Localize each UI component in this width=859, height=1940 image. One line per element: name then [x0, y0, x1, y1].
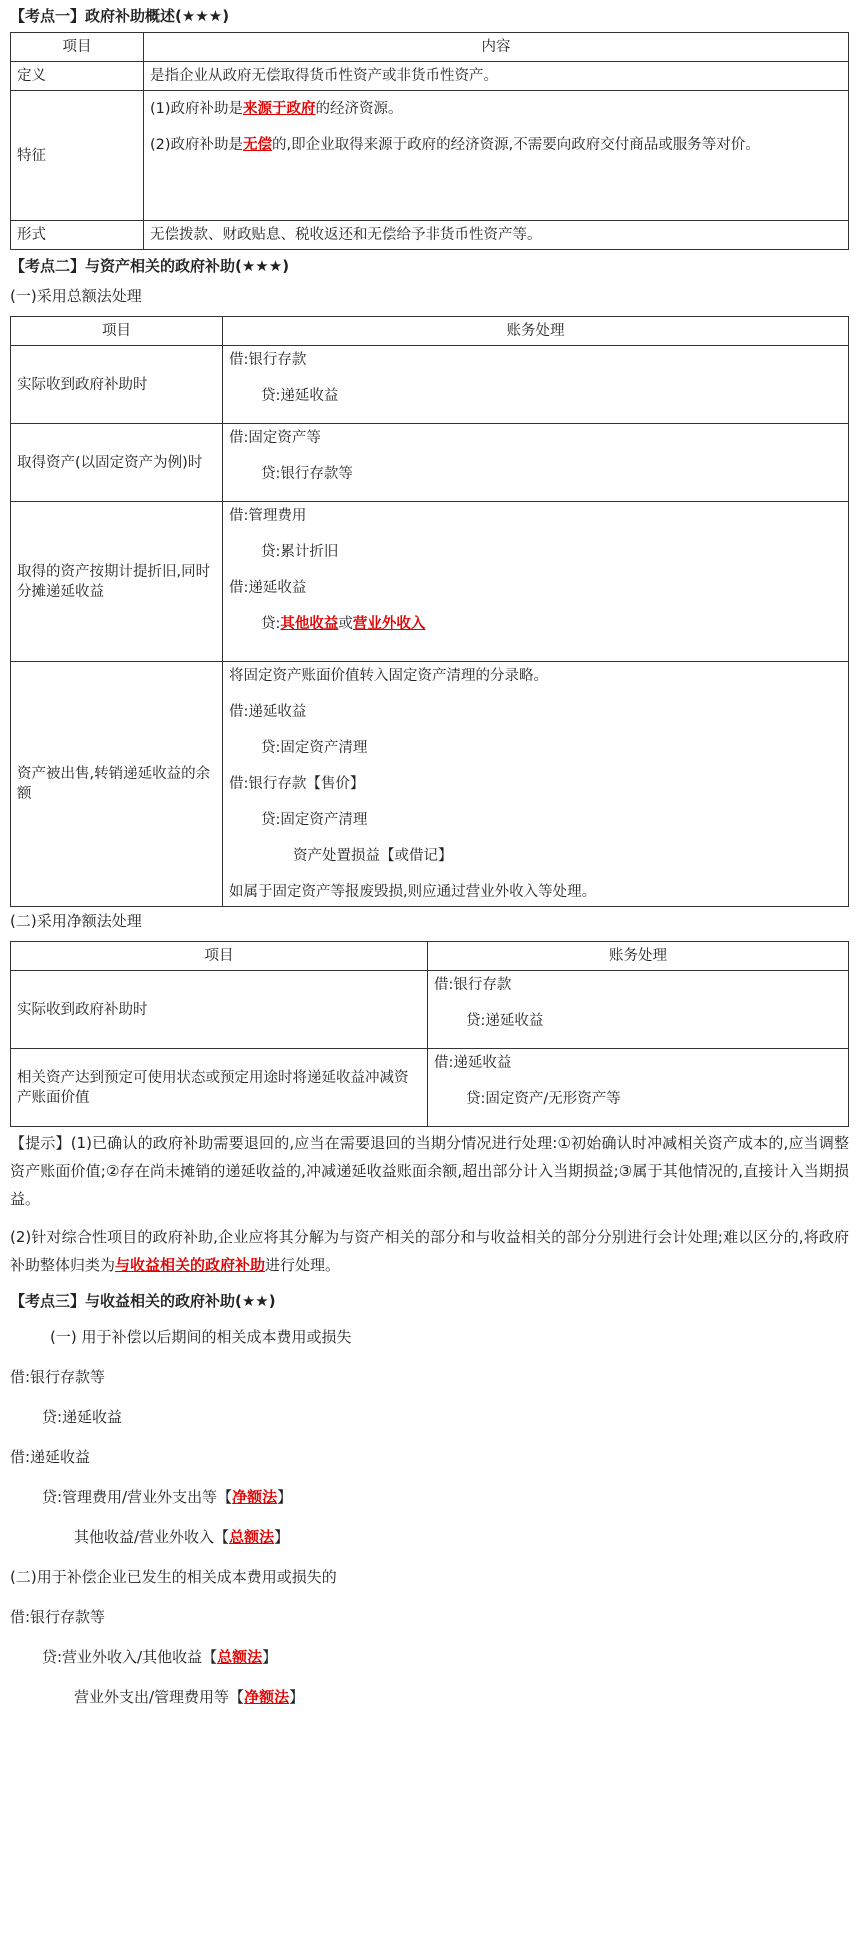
- gross-method-table: [10, 316, 849, 907]
- table-row: [11, 62, 849, 91]
- row-entries: [223, 502, 849, 662]
- col-accounting-header: 账务处理: [223, 317, 849, 346]
- highlight-text: 总额法: [217, 1648, 263, 1666]
- feature-content: [144, 91, 849, 221]
- table-row: [11, 346, 849, 424]
- tip-paragraph-2: (2)针对综合性项目的政府补助,企业应将其分解为与资产相关的部分和与收益相关的部分分别进行会计处理;难以区分的,将政府补助整体归类为与收益相关的政府补助进行处理。: [10, 1228, 849, 1274]
- highlight-text: 无偿: [243, 137, 273, 153]
- entry-line: 其他收益/营业外收入【总额法】: [74, 1528, 290, 1546]
- col-accounting-header: 账务处理: [428, 942, 849, 971]
- tip-paragraph-1: 【提示】(1)已确认的政府补助需要退回的,应当在需要退回的当期分情况进行处理:①初始确认时冲减相关资产成本的,应当调整资产账面价值;②存在尚未摊销的递延收益的,冲减递延收益账面余额,超出部分计入当期损益;③属于其他情况的,直接计入当期损益。: [10, 1134, 849, 1208]
- table-row: [11, 662, 849, 907]
- form-label: 形式: [11, 221, 144, 250]
- highlight-text: 净额法: [232, 1488, 278, 1506]
- row-label: 取得的资产按期计提折旧,同时分摊递延收益: [11, 502, 223, 662]
- row-label: 相关资产达到预定可使用状态或预定用途时将递延收益冲减资产账面价值: [11, 1049, 428, 1127]
- feature-item-2: (2)政府补助是无偿的,即企业取得来源于政府的经济资源,不需要向政府交付商品或服务等对价。: [150, 137, 760, 153]
- col-item-header: 项目: [11, 942, 428, 971]
- col-content-header: 内容: [144, 33, 849, 62]
- highlight-text: 其他收益: [280, 616, 339, 632]
- net-method-subtitle: (二)采用净额法处理: [10, 912, 142, 930]
- row-label: 资产被出售,转销递延收益的余额: [11, 662, 223, 907]
- row-label: 实际收到政府补助时: [11, 971, 428, 1049]
- entry-line: 贷:固定资产清理: [261, 740, 368, 756]
- entry-line: 贷:递延收益: [466, 1013, 544, 1029]
- highlight-text: 总额法: [229, 1528, 275, 1546]
- table-row: [11, 971, 849, 1049]
- entry-line: 贷:固定资产/无形资产等: [466, 1091, 621, 1107]
- section2-heading: 【考点二】与资产相关的政府补助(★★★): [10, 257, 290, 275]
- gross-method-subtitle: (一)采用总额法处理: [10, 287, 142, 305]
- row-entries: [223, 662, 849, 907]
- table-header-row: [11, 317, 849, 346]
- incurred-cost-subtitle: (二)用于补偿企业已发生的相关成本费用或损失的: [10, 1568, 337, 1586]
- table-header-row: [11, 33, 849, 62]
- table-row: [11, 221, 849, 250]
- highlight-text: 净额法: [244, 1688, 290, 1706]
- row-label: 实际收到政府补助时: [11, 346, 223, 424]
- table-header-row: [11, 942, 849, 971]
- entry-line: 借:银行存款: [229, 352, 307, 368]
- section3-heading: 【考点三】与收益相关的政府补助(★★): [10, 1292, 276, 1310]
- definition-label: 定义: [11, 62, 144, 91]
- table-row: [11, 424, 849, 502]
- entry-line: 借:递延收益: [229, 580, 307, 596]
- net-method-table: [10, 941, 849, 1127]
- entry-line: 借:管理费用: [229, 508, 307, 524]
- entry-line: 贷:固定资产清理: [261, 812, 368, 828]
- row-label: 取得资产(以固定资产为例)时: [11, 424, 223, 502]
- col-item-header: 项目: [11, 317, 223, 346]
- feature-item-1: (1)政府补助是来源于政府的经济资源。: [150, 101, 403, 117]
- row-entries: [223, 346, 849, 424]
- entry-line: 将固定资产账面价值转入固定资产清理的分录略。: [229, 668, 548, 684]
- col-item-header: 项目: [11, 33, 144, 62]
- form-text: 无偿拨款、财政贴息、税收返还和无偿给予非货币性资产等。: [144, 221, 849, 250]
- entry-line: 借:银行存款等: [10, 1608, 106, 1626]
- table-row: [11, 502, 849, 662]
- highlight-text: 来源于政府: [243, 101, 316, 117]
- entry-line: 如属于固定资产等报废毁损,则应通过营业外收入等处理。: [229, 884, 597, 900]
- highlight-text: 营业外收入: [352, 616, 426, 632]
- entry-line: 借:银行存款: [434, 977, 512, 993]
- entry-line: 贷:其他收益或营业外收入: [261, 616, 426, 632]
- entry-line: 贷:累计折旧: [261, 544, 339, 560]
- row-entries: [428, 1049, 849, 1127]
- definition-text: 是指企业从政府无偿取得货币性资产或非货币性资产。: [144, 62, 849, 91]
- highlight-text: 与收益相关的政府补助: [115, 1256, 266, 1274]
- entry-line: 营业外支出/管理费用等【净额法】: [74, 1688, 305, 1706]
- entry-line: 借:固定资产等: [229, 430, 321, 446]
- row-entries: [223, 424, 849, 502]
- feature-label: 特征: [11, 91, 144, 221]
- entry-line: 贷:管理费用/营业外支出等【净额法】: [42, 1488, 293, 1506]
- row-entries: [428, 971, 849, 1049]
- entry-line: 借:银行存款【售价】: [229, 776, 365, 792]
- entry-line: 资产处置损益【或借记】: [293, 848, 453, 864]
- entry-line: 借:银行存款等: [10, 1368, 106, 1386]
- future-period-subtitle: (一) 用于补偿以后期间的相关成本费用或损失: [50, 1328, 352, 1346]
- entry-line: 贷:递延收益: [261, 388, 339, 404]
- entry-line: 贷:递延收益: [42, 1408, 123, 1426]
- overview-table: [10, 32, 849, 250]
- table-row: [11, 1049, 849, 1127]
- table-row: [11, 91, 849, 221]
- entry-line: 借:递延收益: [434, 1055, 512, 1071]
- section1-heading: 【考点一】政府补助概述(★★★): [10, 7, 230, 25]
- entry-line: 借:递延收益: [10, 1448, 91, 1466]
- entry-line: 贷:银行存款等: [261, 466, 353, 482]
- entry-line: 贷:营业外收入/其他收益【总额法】: [42, 1648, 278, 1666]
- entry-line: 借:递延收益: [229, 704, 307, 720]
